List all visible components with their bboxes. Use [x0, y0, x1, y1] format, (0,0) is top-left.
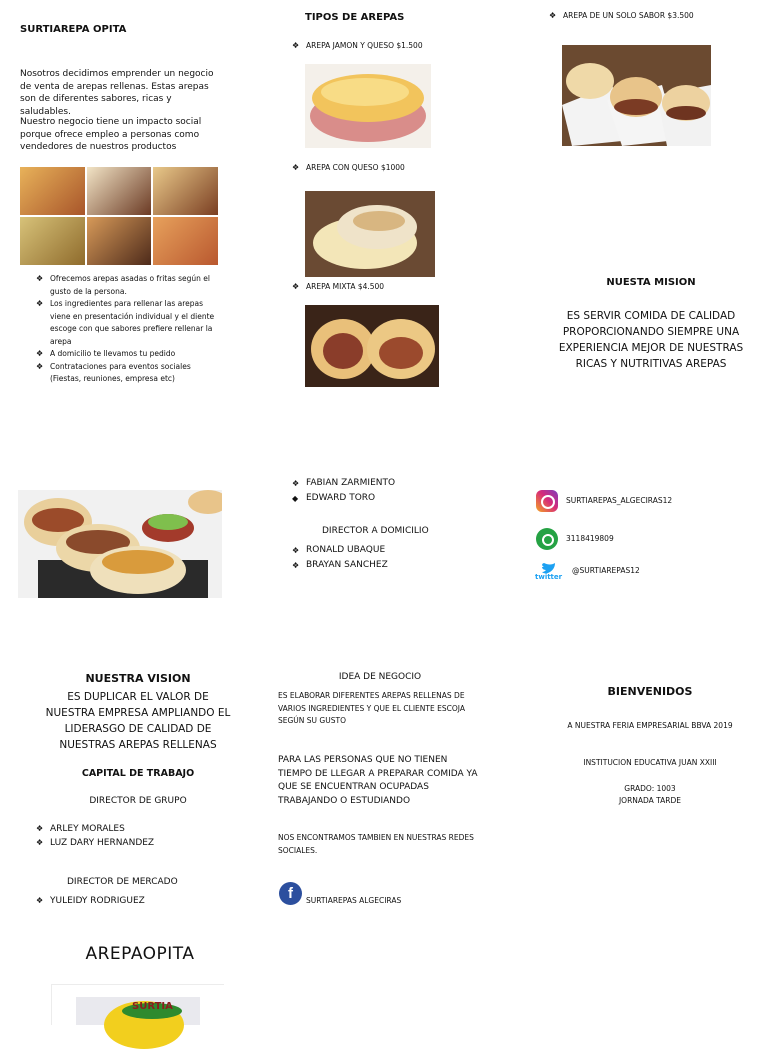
list-item: ❖ Ofrecemos arepas asadas o fritas según el gusto de la persona. — [36, 273, 220, 298]
idea-text3: NOS ENCONTRAMOS TAMBIEN EN NUESTRAS REDES SOCIALES. — [278, 833, 474, 855]
facebook-icon[interactable]: f — [279, 882, 302, 905]
col1-para1: Nosotros decidimos emprender un negocio de venta de arepas rellenas. Estas arepas son de diferentes sabores, ricas y saludables. — [20, 69, 214, 117]
col3-item — [549, 10, 759, 23]
welcome-line3: GRADO: 1003 — [624, 784, 676, 793]
idea-title: IDEA DE NEGOCIO — [338, 672, 422, 682]
mercado-list — [36, 895, 236, 908]
idea-text1: ES ELABORAR DIFERENTES AREPAS RELLENAS DE VARIOS INGREDIENTES Y QUE EL CLIENTE ESCOJA SEGÚN SU GUSTO — [278, 691, 465, 725]
arepa-queso-image — [305, 191, 435, 277]
mission-title: NUESTA MISION — [606, 277, 696, 288]
col2-item-1 — [292, 40, 492, 53]
list-item: ❖ BRAYAN SANCHEZ — [292, 558, 492, 573]
arepa-un-sabor-image — [562, 45, 711, 146]
twitter-logo-text: twitter — [535, 573, 563, 581]
list-item: ❖ YULEIDY RODRIGUEZ — [36, 895, 236, 908]
names-list-1 — [292, 476, 492, 506]
idea-text2: PARA LAS PERSONAS QUE NO TIENEN TIEMPO DE LLEGAR A PREPARAR COMIDA YA QUE SE ENCUENTRAN OCUPADAS TRABAJANDO O ESTUDIANDO — [278, 755, 478, 806]
list-item: ❖ FABIAN ZARMIENTO — [292, 476, 492, 491]
list-item: ❖ RONALD UBAQUE — [292, 543, 492, 558]
facebook-handle[interactable]: SURTIAREPAS ALGECIRAS — [306, 896, 402, 905]
col1-bullet-list — [36, 273, 220, 386]
list-item: ❖ LUZ DARY HERNANDEZ — [36, 836, 236, 850]
welcome-title: BIENVENIDOS — [607, 685, 693, 698]
vision-title: NUESTRA VISION — [85, 672, 191, 685]
list-item: ◆ EDWARD TORO — [292, 491, 492, 506]
vision-text: ES DUPLICAR EL VALOR DE NUESTRA EMPRESA AMPLIANDO EL LIDERASGO DE CALIDAD DE NUESTRAS AREPAS RELLENAS — [45, 691, 231, 751]
whatsapp-icon[interactable] — [536, 528, 558, 550]
director-grupo-heading: DIRECTOR DE GRUPO — [89, 796, 187, 806]
instagram-icon[interactable] — [536, 490, 558, 512]
director-domicilio-heading: DIRECTOR A DOMICILIO — [322, 526, 429, 536]
list-item: ❖ AREPA MIXTA $4.500 — [292, 281, 492, 294]
arepas-platter-image — [18, 490, 222, 598]
arepa-jamon-queso-image — [305, 64, 431, 148]
arepas-collage-image — [20, 167, 218, 265]
list-item: ❖ AREPA DE UN SOLO SABOR $3.500 — [549, 10, 759, 23]
welcome-line2: INSTITUCION EDUCATIVA JUAN XXIII — [583, 758, 717, 767]
twitter-icon[interactable] — [535, 561, 565, 583]
list-item: ❖ Contrataciones para eventos sociales (Fiestas, reuniones, empresa etc) — [36, 361, 220, 386]
list-item: ❖ AREPA JAMON Y QUESO $1.500 — [292, 40, 492, 53]
welcome-line4: JORNADA TARDE — [618, 796, 682, 805]
list-item: ❖ ARLEY MORALES — [36, 822, 236, 836]
brand-name: AREPAOPITA — [85, 944, 195, 964]
list-item: ❖ A domicilio te llevamos tu pedido — [36, 348, 220, 361]
twitter-handle[interactable]: @SURTIAREPAS12 — [572, 566, 640, 575]
director-mercado-heading: DIRECTOR DE MERCADO — [67, 877, 178, 887]
col1-title: SURTIAREPA OPITA — [20, 24, 127, 35]
welcome-line1: A NUESTRA FERIA EMPRESARIAL BBVA 2019 — [567, 721, 733, 730]
list-item: ❖ Los ingredientes para rellenar las arepas viene en presentación individual y el diente escoge con que sabores prefiere rellenar la arepa — [36, 298, 220, 348]
brand-logo-text: SURTIA — [132, 1001, 173, 1012]
list-item: ❖ AREPA CON QUESO $1000 — [292, 162, 492, 175]
mission-text: ES SERVIR COMIDA DE CALIDAD PROPORCIONANDO SIEMPRE UNA EXPERIENCIA MEJOR DE NUESTRAS RICAS Y NUTRITIVAS AREPAS — [558, 310, 744, 370]
brand-logo — [51, 984, 224, 1025]
whatsapp-number[interactable]: 3118419809 — [566, 534, 614, 543]
col1-para2: Nuestro negocio tiene un impacto social porque ofrece empleo a personas como vendedores de nuestros productos — [20, 117, 202, 152]
col2-item-2 — [292, 162, 492, 175]
col2-item-3 — [292, 281, 492, 294]
capital-title: CAPITAL DE TRABAJO — [81, 768, 195, 779]
grupo-list — [36, 822, 236, 850]
names-list-2 — [292, 543, 492, 573]
col2-title: TIPOS DE AREPAS — [305, 12, 405, 23]
arepa-mixta-image — [305, 305, 439, 387]
instagram-handle[interactable]: SURTIAREPAS_ALGECIRAS12 — [566, 496, 673, 505]
